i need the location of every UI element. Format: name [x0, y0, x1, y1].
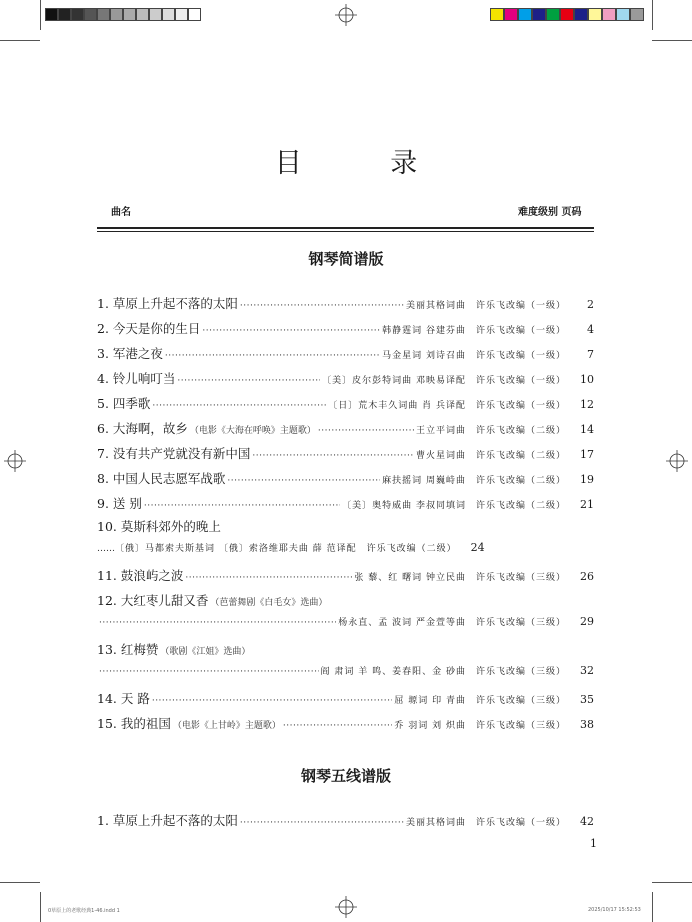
- entry-title: 9. 送 别: [97, 496, 142, 511]
- entry-title: 10. 莫斯科郊外的晚上: [97, 519, 221, 534]
- gray-swatch: [123, 8, 136, 21]
- entry-title: 2. 今天是你的生日: [97, 321, 201, 336]
- entry-arranger-level: 许乐飞改编（三级）: [475, 721, 566, 731]
- color-swatch: [574, 8, 588, 21]
- toc-entry[interactable]: [97, 469, 594, 489]
- color-swatch: [546, 8, 560, 21]
- entry-credits: 曹火星词曲: [415, 451, 466, 461]
- entry-arranger-level: 许乐飞改编（三级）: [475, 667, 566, 677]
- entry-credits: 王立平词曲: [415, 426, 466, 436]
- section-heading-jianpu: 钢琴简谱版: [308, 250, 384, 268]
- entry-title: 8. 中国人民志愿军战歌: [97, 471, 226, 486]
- toc-entry[interactable]: [97, 541, 594, 561]
- column-header-song: 曲名: [111, 207, 131, 218]
- dot-leader: [152, 401, 326, 411]
- toc-entry[interactable]: [97, 294, 594, 314]
- gray-swatch: [136, 8, 149, 21]
- dot-leader: [227, 476, 380, 486]
- dot-leader: [252, 451, 414, 461]
- entry-subtitle: （芭蕾舞剧《白毛女》选曲）: [210, 598, 328, 608]
- entry-arranger-level: 许乐飞改编（一级）: [475, 818, 566, 828]
- entry-page: 2: [587, 298, 594, 311]
- entry-credits: 杨永直、孟 波词 严金萱等曲: [338, 618, 466, 628]
- toc-entry[interactable]: [97, 714, 594, 734]
- dot-leader: [165, 351, 380, 361]
- gray-swatch: [175, 8, 188, 21]
- gray-swatch: [71, 8, 84, 21]
- gray-swatch: [110, 8, 123, 21]
- gray-swatch: [188, 8, 201, 21]
- entry-credits: 马金星词 刘诗召曲: [382, 351, 466, 361]
- dot-leader: [152, 696, 393, 706]
- entry-credits: 〔俄〕马都索夫斯基词 〔俄〕索洛维耶夫曲 薛 范译配: [115, 544, 357, 554]
- toc-entry[interactable]: [97, 689, 594, 709]
- entry-subtitle: （电影《大海在呼唤》主题歌）: [189, 426, 316, 436]
- entry-leader: ……: [97, 544, 115, 554]
- color-swatch: [518, 8, 532, 21]
- entry-credits: 韩静霆词 谷建芬曲: [382, 326, 466, 336]
- entry-subtitle: （电影《上甘岭》主题歌）: [172, 721, 281, 731]
- entry-title: 11. 鼓浪屿之波: [97, 568, 184, 583]
- entry-title: 5. 四季歌: [97, 396, 151, 411]
- color-swatch: [630, 8, 644, 21]
- entry-page: 4: [587, 323, 594, 336]
- crop-mark: [652, 882, 692, 883]
- dot-leader: [185, 573, 352, 583]
- entry-credits: 阎 肃词 羊 鸣、姜春阳、金 砂曲: [320, 667, 466, 677]
- dot-leader: [202, 326, 380, 336]
- entry-credits: 〔日〕荒木丰久词曲 肖 兵译配: [328, 401, 466, 411]
- entry-arranger-level: 许乐飞改编（二级）: [475, 501, 566, 511]
- color-swatch: [504, 8, 518, 21]
- entry-credits: 麻扶摇词 周巍峙曲: [382, 476, 466, 486]
- toc-entry[interactable]: [97, 517, 594, 537]
- color-swatch: [490, 8, 504, 21]
- entry-subtitle: （歌剧《江姐》选曲）: [160, 647, 251, 657]
- entry-arranger-level: 许乐飞改编（三级）: [475, 618, 566, 628]
- entry-arranger-level: 许乐飞改编（三级）: [475, 573, 566, 583]
- dot-leader: [144, 501, 340, 511]
- color-swatch: [532, 8, 546, 21]
- page-title: 目 录: [274, 148, 458, 179]
- dot-leader: [283, 721, 393, 731]
- dot-leader: [240, 301, 404, 311]
- color-swatch: [560, 8, 574, 21]
- entry-credits: 〔美〕奥特威曲 李叔同填词: [342, 501, 466, 511]
- dot-leader: [99, 667, 319, 677]
- toc-entry[interactable]: [97, 369, 594, 389]
- entry-title: 6. 大海啊，故乡: [97, 421, 188, 436]
- crop-mark: [652, 892, 653, 922]
- entry-credits: 美丽其格词曲: [405, 818, 466, 828]
- gray-swatch: [162, 8, 175, 21]
- entry-page: 42: [580, 815, 594, 828]
- entry-page: 17: [580, 448, 594, 461]
- entry-credits: 〔美〕皮尔彭特词曲 邓映易译配: [322, 376, 466, 386]
- gray-swatch: [97, 8, 110, 21]
- entry-page: 14: [580, 423, 594, 436]
- entry-page: 35: [580, 693, 594, 706]
- entry-title: 1. 草原上升起不落的太阳: [97, 813, 238, 828]
- crop-mark: [652, 40, 692, 41]
- toc-entry[interactable]: [97, 444, 594, 464]
- crop-mark: [40, 892, 41, 922]
- toc-entry[interactable]: [97, 319, 594, 339]
- toc-entry[interactable]: [97, 591, 594, 611]
- column-header-level-page: 难度级别 页码: [518, 207, 582, 218]
- crop-mark: [40, 0, 41, 30]
- entry-page: 19: [580, 473, 594, 486]
- entry-arranger-level: 许乐飞改编（一级）: [475, 326, 566, 336]
- dot-leader: [318, 426, 414, 436]
- entry-page: 12: [580, 398, 594, 411]
- crop-mark: [0, 40, 40, 41]
- registration-mark-icon: [666, 450, 688, 472]
- entry-arranger-level: 许乐飞改编（一级）: [475, 401, 566, 411]
- page-number: 1: [590, 837, 597, 850]
- entry-credits: 屈 塬词 印 青曲: [394, 696, 466, 706]
- entry-title: 7. 没有共产党就没有新中国: [97, 446, 251, 461]
- entry-title: 4. 铃儿响叮当: [97, 371, 176, 386]
- toc-entry[interactable]: [97, 615, 594, 635]
- entry-title: 12. 大红枣儿甜又香: [97, 593, 209, 608]
- registration-mark-icon: [335, 4, 357, 26]
- entry-page: 29: [580, 615, 594, 628]
- entry-page: 32: [580, 664, 594, 677]
- toc-entry[interactable]: [97, 394, 594, 414]
- registration-mark-icon: [335, 896, 357, 918]
- toc-entry[interactable]: [97, 664, 594, 684]
- entry-title: 1. 草原上升起不落的太阳: [97, 296, 238, 311]
- entry-arranger-level: 许乐飞改编（二级）: [475, 426, 566, 436]
- entry-title: 3. 军港之夜: [97, 346, 163, 361]
- toc-entry[interactable]: [97, 494, 594, 514]
- toc-entry[interactable]: [97, 640, 594, 660]
- entry-page: 7: [587, 348, 594, 361]
- crop-mark: [652, 0, 653, 30]
- gray-swatch: [45, 8, 58, 21]
- toc-entry[interactable]: [97, 344, 594, 364]
- entry-arranger-level: 许乐飞改编（一级）: [475, 351, 566, 361]
- entry-page: 21: [580, 498, 594, 511]
- entry-arranger-level: 许乐飞改编（二级）: [475, 476, 566, 486]
- gray-swatch: [58, 8, 71, 21]
- toc-entry[interactable]: [97, 566, 594, 586]
- color-swatch: [616, 8, 630, 21]
- entry-arranger-level: 许乐飞改编（一级）: [475, 301, 566, 311]
- header-rule-thin: [97, 231, 594, 232]
- color-swatch: [588, 8, 602, 21]
- gray-swatch: [149, 8, 162, 21]
- entry-arranger-level: 许乐飞改编（二级）: [475, 451, 566, 461]
- gray-swatch: [84, 8, 97, 21]
- toc-entry[interactable]: [97, 419, 594, 439]
- toc-entry[interactable]: [97, 811, 594, 831]
- dot-leader: [177, 376, 320, 386]
- section-heading-wuxian: 钢琴五线谱版: [300, 767, 391, 785]
- color-swatch: [602, 8, 616, 21]
- entry-title: 15. 我的祖国: [97, 716, 171, 731]
- entry-arranger-level: 许乐飞改编（一级）: [475, 376, 566, 386]
- entry-page: 24: [470, 541, 485, 554]
- entry-credits: 张 藜、红 曙词 钟立民曲: [354, 573, 466, 583]
- entry-credits: 美丽其格词曲: [405, 301, 466, 311]
- footer-datetime: 2025/10/17 15:52:53: [588, 907, 641, 913]
- entry-page: 10: [580, 373, 594, 386]
- entry-credits: 乔 羽词 刘 炽曲: [394, 721, 466, 731]
- footer-file: 0草原上的老歌经典1-46.indd 1: [48, 908, 120, 914]
- entry-page: 26: [580, 570, 594, 583]
- entry-arranger-level: 许乐飞改编（三级）: [475, 696, 566, 706]
- dot-leader: [99, 618, 336, 628]
- header-rule: [97, 227, 594, 229]
- entry-arranger-level: 许乐飞改编（二级）: [366, 544, 457, 554]
- dot-leader: [240, 818, 404, 828]
- entry-title: 13. 红梅赞: [97, 642, 159, 657]
- registration-mark-icon: [4, 450, 26, 472]
- crop-mark: [0, 882, 40, 883]
- entry-title: 14. 天 路: [97, 691, 150, 706]
- entry-page: 38: [580, 718, 594, 731]
